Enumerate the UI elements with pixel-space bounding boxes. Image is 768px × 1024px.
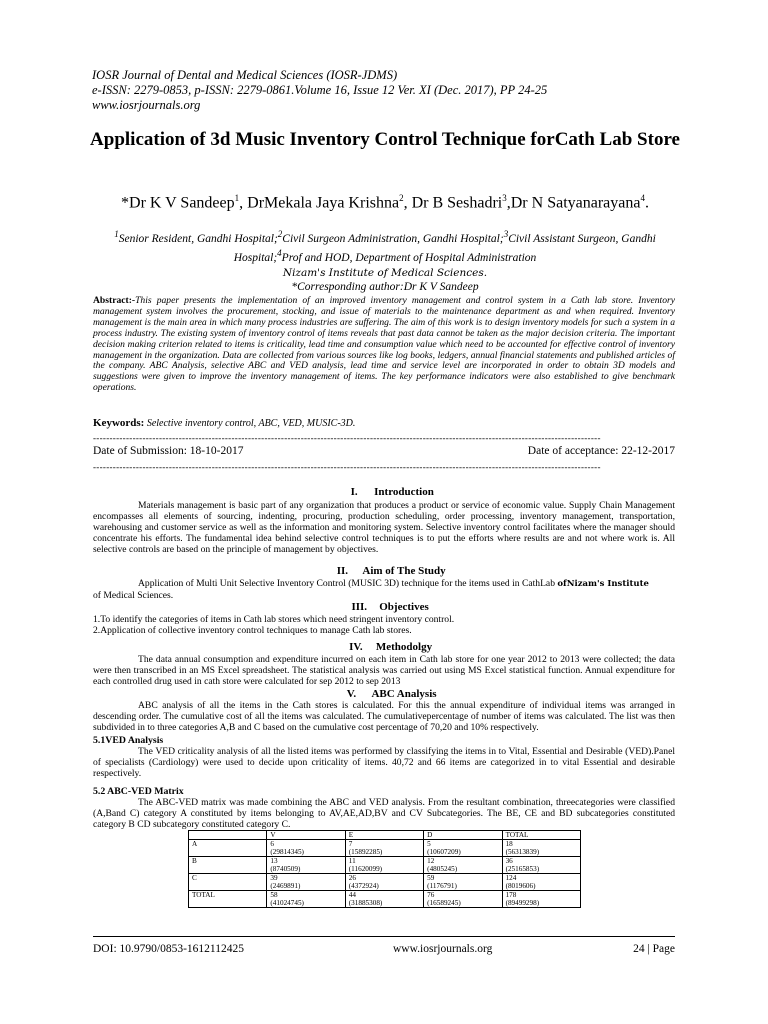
cell-count: 44: [348, 891, 356, 899]
table-cell: [267, 857, 345, 874]
footer-website[interactable]: www.iosrjournals.org: [393, 943, 493, 955]
section-heading-aim: II. Aim of The Study: [336, 565, 446, 577]
table-header-cell: V: [267, 831, 345, 840]
cell-value: (4372924): [348, 882, 379, 890]
table-row: [189, 840, 581, 857]
cell-count: 12: [427, 857, 435, 865]
cell-count: 5: [427, 840, 431, 848]
objective-2: 2.Application of collective inventory control techniques to manage Cath lab stores.: [93, 625, 412, 636]
cell-value: (56313839): [505, 848, 540, 856]
cell-count: 178: [505, 891, 517, 899]
abc-analysis-paragraph: ABC analysis of all the items in the Cath stores is calculated. For this the annual expenditure of individual items was arranged in descending order. The cumulative cost of all the items was calculated. The cumulativepercentage of number of items was calculated. The list was then subdivided in to three categories A,B and C based on the cumulative cost percentage of 70,20 and 10% respectively.: [93, 700, 675, 733]
footer-page-number: 24 | Page: [633, 943, 675, 955]
table-header-row: [189, 831, 581, 840]
cell-value: (15892285): [348, 848, 383, 856]
table-header-cell: D: [424, 831, 502, 840]
cell-value: [192, 848, 263, 856]
cell-count: A: [192, 840, 198, 848]
corresponding-author: *Corresponding author:Dr K V Sandeep: [291, 281, 479, 294]
table-cell: [189, 840, 267, 857]
journal-header: [92, 68, 692, 113]
table-row: [189, 891, 581, 908]
author-2: , DrMekala Jaya Krishna: [239, 194, 400, 212]
cell-value: (4805245): [427, 865, 458, 873]
table-cell: [345, 857, 423, 874]
cell-value: (16589245): [427, 899, 461, 907]
ved-analysis-paragraph: The VED criticality analysis of all the listed items was performed by classifying the items in to Vital, Essential and Desirable (VED).Panel of specialists (Cardiology) were used to decide upon criticality of items. 40,72 and 66 items are categorized in to vital Essential and desirable respectively.: [93, 746, 675, 779]
cell-value: (10607209): [427, 848, 461, 856]
affiliations: $^1$Senior Resident, Gandhi Hospital;$^2$Civil Surgeon Administration, Gandhi Hospital;$^3$Civil Assistant Surgeon, Gandhi Hospital;$^4$Prof and HOD, Department of Hospital Administration Nizam's Institute of Medical Sciences. *Corresponding author:Dr K V Sandeep: [90, 227, 680, 295]
table-header-cell: [189, 831, 267, 840]
table-cell: [502, 857, 580, 874]
subsection-heading-abc-ved: 5.2 ABC-VED Matrix: [93, 786, 184, 797]
cell-count: 7: [348, 840, 353, 848]
table-cell: [502, 891, 580, 908]
author-list: *Dr K V Sandeep$^1$, DrMekala Jaya Krishna$^2$, Dr B Seshadri$^3$,Dr N Satyanarayana$^4$.: [121, 193, 649, 212]
introduction-paragraph: Materials management is basic part of any organization that produces a product or service of economic value. Supply Chain Management encompasses all elements of sourcing, indenting, procuring, production scheduling, order processing, inventory management, transportation, warehousing and customer service as well as the information and monitoring system. Selective inventory control facilitates where the manager should concentrate his efforts. The fundamental idea behind selective control techniques is to put the efforts where results are and not where work is. All selective controls are based on the principle of management by objectives.: [93, 500, 675, 555]
table-cell: [345, 891, 423, 908]
table-cell: [189, 874, 267, 891]
table-cell: [502, 840, 580, 857]
cell-value: (25165853): [505, 865, 540, 873]
cell-value: (1176791): [427, 882, 457, 890]
aim-institute: ofNizam's Institute: [557, 579, 649, 589]
cell-count: 36: [505, 857, 513, 865]
cell-count: B: [192, 857, 197, 865]
table-cell: [345, 840, 423, 857]
acceptance-date: Date of acceptance: 22-12-2017: [527, 445, 675, 457]
cell-count: TOTAL: [192, 891, 215, 899]
author-4: ,Dr N Satyanarayana: [506, 194, 641, 212]
cell-value: (89499298): [505, 899, 540, 907]
table-cell: [424, 891, 502, 908]
cell-value: (2469891): [270, 882, 301, 890]
cell-value: (11620099): [348, 865, 383, 873]
aim-paragraph: Application of Multi Unit Selective Inventory Control (MUSIC 3D) technique for the items used in CathLab ofNizam's Institute of Medical Sciences.: [93, 578, 649, 601]
divider-top: ----------------------------------------------------------------------------------------------------------------------------------------------------------: [93, 434, 601, 443]
footer-doi: DOI: 10.9790/0853-1612112425: [93, 943, 244, 955]
section-heading-objectives: III. Objectives: [351, 601, 429, 613]
abstract-label: Abstract:-: [93, 295, 136, 306]
cell-value: (8740509): [270, 865, 301, 873]
table-cell: [267, 891, 345, 908]
cell-value: [192, 899, 263, 907]
keywords-label: Keywords:: [93, 417, 145, 429]
cell-count: C: [192, 874, 197, 882]
table-header-cell: TOTAL: [502, 831, 580, 840]
journal-name: IOSR Journal of Dental and Medical Sciences (IOSR-JDMS): [92, 68, 398, 82]
table-cell: [189, 891, 267, 908]
abstract: [93, 296, 675, 394]
section-heading-abc-analysis: V. ABC Analysis: [346, 688, 437, 700]
footer-rule: [93, 936, 675, 937]
cell-value: (41024745): [270, 899, 304, 907]
abc-ved-paragraph: The ABC-VED matrix was made combining the ABC and VED analysis. From the resultant combination, threecategories were classified (A,Band C) category A constituted by items belonging to AV,AE,AD,BV and CV Subcategories. The BE, CE and BD subcategories constituted category B CD subcategory constituted category C.: [93, 797, 675, 830]
table-row: [189, 857, 581, 874]
keywords: [93, 417, 675, 429]
table-cell: [267, 874, 345, 891]
cell-value: [192, 865, 263, 873]
abstract-text: This paper presents the implementation of an improved inventory management and control system in a Cath lab store. Inventory management system involves the procurement, stocking, and issue of materials to the maintenance department as and when required. Inventory management is the main area in which many process industries are suffering. The aim of this work is to design inventory models for such a system in a process industry. The existing system of inventory control of items reveals that past data cannot be taken as the major decision criteria. The important decision making criterion related to items is criticality, lead time and consumption value which need to be accounted for effective control of inventory management in the organization. Data are collected from various sources like log books, ledgers, annual financial statements and published articles of the company. ABC Analysis, selective ABC and VED analysis, lead time and service level are incorporated in order to obtain 3D models and suggestions were given to improve the inventory management of items. The key performance indicators were also established to give benchmark operations.: [93, 295, 675, 394]
section-heading-methodology: IV. Methodolgy: [349, 641, 433, 653]
table-cell: [502, 874, 580, 891]
cell-count: 39: [270, 874, 278, 882]
section-heading-introduction: I. Introduction: [350, 486, 434, 498]
table-header-cell: E: [345, 831, 423, 840]
objectives-list: [93, 614, 675, 636]
cell-count: 13: [270, 857, 278, 865]
table-cell: [267, 840, 345, 857]
table-row: [189, 874, 581, 891]
cell-count: 11: [348, 857, 356, 865]
paper-title: Application of 3d Music Inventory Control Technique forCath Lab Store: [90, 129, 680, 150]
abc-ved-matrix-table: [188, 830, 581, 908]
submission-date: Date of Submission: 18-10-2017: [93, 445, 244, 457]
cell-value: (31885308): [348, 899, 383, 907]
cell-value: (29814345): [270, 848, 304, 856]
table-cell: [424, 857, 502, 874]
cell-count: 58: [270, 891, 278, 899]
divider-bottom: ----------------------------------------------------------------------------------------------------------------------------------------------------------: [93, 463, 601, 472]
keywords-text: Selective inventory control, ABC, VED, MUSIC-3D.: [144, 418, 356, 429]
institute-name: Nizam's Institute of Medical Sciences.: [282, 266, 488, 279]
table-cell: [345, 874, 423, 891]
cell-count: 59: [427, 874, 435, 882]
table-cell: [189, 857, 267, 874]
cell-value: [192, 882, 263, 890]
table-cell: [424, 840, 502, 857]
author-3: , Dr B Seshadri: [403, 194, 503, 212]
journal-website[interactable]: www.iosrjournals.org: [92, 98, 201, 112]
table-cell: [424, 874, 502, 891]
cell-count: 18: [505, 840, 513, 848]
author-1: *Dr K V Sandeep: [121, 194, 235, 212]
cell-count: 124: [505, 874, 517, 882]
cell-count: 76: [427, 891, 435, 899]
subsection-heading-ved: 5.1VED Analysis: [93, 735, 164, 746]
dates-row: [93, 445, 675, 457]
objective-1: 1.To identify the categories of items in Cath lab stores which need stringent inventory control.: [93, 614, 455, 625]
cell-count: 6: [270, 840, 274, 848]
cell-value: (8019606): [505, 882, 536, 890]
page-footer: [93, 943, 675, 955]
methodology-paragraph: The data annual consumption and expenditure incurred on each item in Cath lab store for one year 2012 to 2013 were collected; the data were then transcribed in an MS Excel spreadsheet. The statistical analysis was carried out using MS Excel statistical function. Annual expenditure for each controlled drug used in cath store were calculated for sep 2012 to sep 2013: [93, 654, 675, 687]
cell-count: 26: [348, 874, 356, 882]
journal-issn: e-ISSN: 2279-0853, p-ISSN: 2279-0861.Volume 16, Issue 12 Ver. XI (Dec. 2017), PP 24-25: [92, 83, 548, 97]
